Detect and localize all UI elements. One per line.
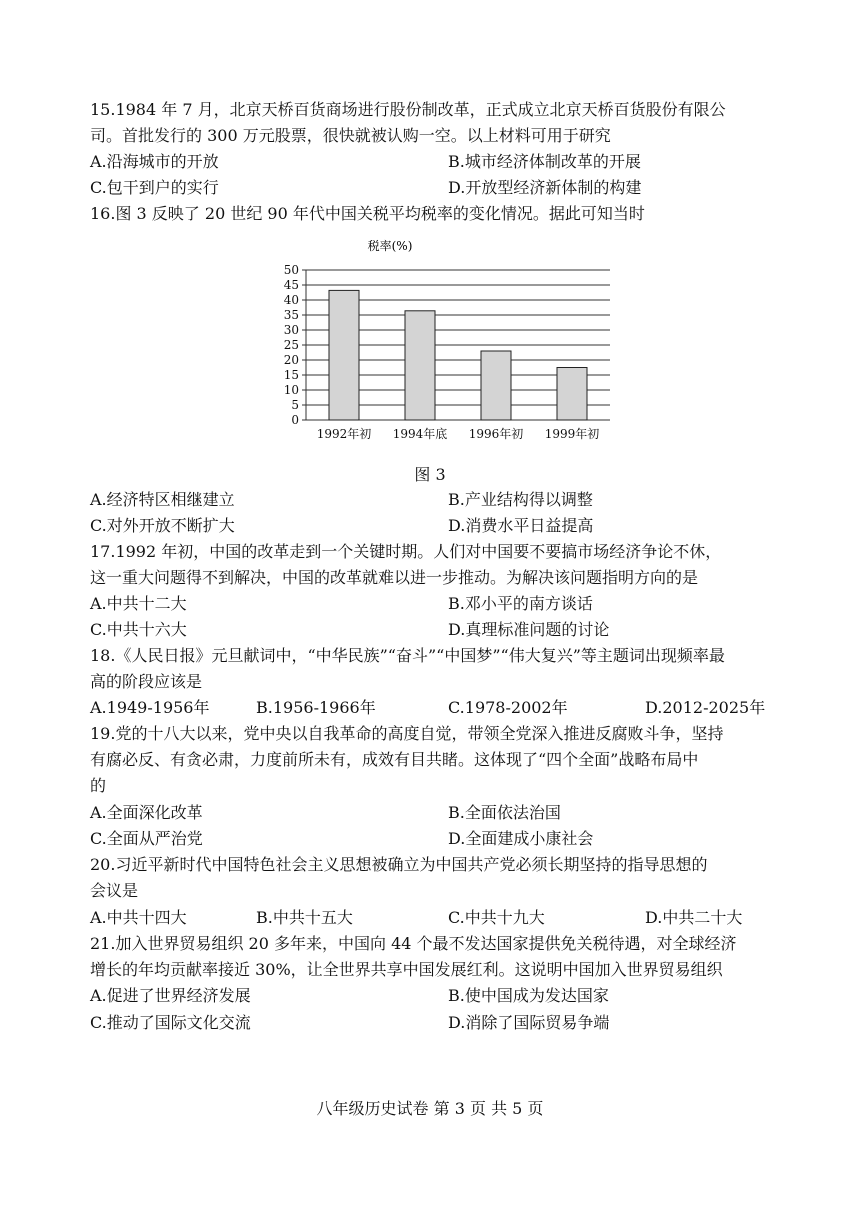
chart-y-tick-label: 5 bbox=[291, 398, 299, 412]
chart-y-tick-label: 10 bbox=[283, 383, 299, 397]
q21-option-a: A.促进了世界经济发展 bbox=[90, 986, 251, 1005]
q21-option-c: C.推动了国际文化交流 bbox=[90, 1013, 251, 1032]
chart-x-tick-label: 1996年初 bbox=[468, 427, 524, 441]
q20-stem-line-1: 20.习近平新时代中国特色社会主义思想被确立为中国共产党必须长期坚持的指导思想的 bbox=[90, 855, 708, 874]
q19-stem-line-2: 有腐必反、有贪必肃，力度前所未有，成效有目共睹。这体现了“四个全面”战略布局中 bbox=[90, 750, 699, 769]
q18-option-a: A.1949-1956年 bbox=[90, 698, 210, 717]
chart-x-tick-label: 1999年初 bbox=[544, 427, 600, 441]
q18-stem-line-1: 18.《人民日报》元旦献词中，“中华民族”“奋斗”“中国梦”“伟大复兴”等主题词出现频率最 bbox=[90, 646, 725, 665]
q15-stem-line-2: 司。首批发行的 300 万元股票，很快就被认购一空。以上材料可用于研究 bbox=[90, 126, 611, 145]
q18-option-b: B.1956-1966年 bbox=[256, 698, 376, 717]
q16-option-d: D.消费水平日益提高 bbox=[448, 516, 594, 535]
q19-option-a: A.全面深化改革 bbox=[90, 803, 203, 822]
q19-stem-line-1: 19.党的十八大以来，党中央以自我革命的高度自觉，带领全党深入推进反腐败斗争，坚持 bbox=[90, 724, 724, 743]
q20-option-d: D.中共二十大 bbox=[645, 908, 743, 927]
chart-bar bbox=[329, 290, 359, 420]
q19-stem-line-3: 的 bbox=[90, 776, 107, 795]
tariff-bar-chart bbox=[270, 232, 630, 447]
q18-stem-line-2: 高的阶段应该是 bbox=[90, 672, 203, 691]
chart-y-tick-label: 25 bbox=[283, 338, 299, 352]
chart-y-tick-label: 0 bbox=[291, 413, 299, 427]
q19-option-d: D.全面建成小康社会 bbox=[448, 829, 594, 848]
chart-y-tick-label: 50 bbox=[283, 263, 299, 277]
q16-option-b: B.产业结构得以调整 bbox=[448, 490, 593, 509]
chart-y-tick-label: 40 bbox=[283, 293, 299, 307]
q21-stem-line-2: 增长的年均贡献率接近 30%，让全世界共享中国发展红利。这说明中国加入世界贸易组织 bbox=[90, 960, 723, 979]
chart-y-axis-label: 税率(%) bbox=[367, 239, 413, 253]
q15-option-d: D.开放型经济新体制的构建 bbox=[448, 178, 642, 197]
chart-y-tick-label: 30 bbox=[283, 323, 299, 337]
q17-stem-line-2: 这一重大问题得不到解决，中国的改革就难以进一步推动。为解决该问题指明方向的是 bbox=[90, 568, 699, 587]
q21-option-b: B.使中国成为发达国家 bbox=[448, 986, 609, 1005]
q17-option-d: D.真理标准问题的讨论 bbox=[448, 620, 610, 639]
figure-caption: 图 3 bbox=[414, 465, 446, 484]
q17-stem-line-1: 17.1992 年初，中国的改革走到一个关键时期。人们对中国要不要搞市场经济争论不休， bbox=[90, 542, 722, 561]
q20-option-a: A.中共十四大 bbox=[90, 908, 187, 927]
chart-bar bbox=[405, 311, 435, 420]
chart-x-tick-label: 1992年初 bbox=[316, 427, 372, 441]
chart-x-tick-label: 1994年底 bbox=[392, 427, 448, 441]
q15-stem-line-1: 15.1984 年 7 月，北京天桥百货商场进行股份制改革，正式成立北京天桥百货股份有限公 bbox=[90, 100, 726, 119]
chart-y-tick-label: 45 bbox=[283, 278, 299, 292]
q20-stem-line-2: 会议是 bbox=[90, 881, 139, 900]
q17-option-b: B.邓小平的南方谈话 bbox=[448, 594, 593, 613]
q18-option-c: C.1978-2002年 bbox=[448, 698, 568, 717]
q16-option-c: C.对外开放不断扩大 bbox=[90, 516, 235, 535]
q19-option-b: B.全面依法治国 bbox=[448, 803, 561, 822]
q20-option-c: C.中共十九大 bbox=[448, 908, 545, 927]
q17-option-a: A.中共十二大 bbox=[90, 594, 187, 613]
q15-option-a: A.沿海城市的开放 bbox=[90, 152, 219, 171]
chart-bar bbox=[557, 368, 587, 421]
page-footer: 八年级历史试卷 第 3 页 共 5 页 bbox=[316, 1099, 544, 1118]
q16-option-a: A.经济特区相继建立 bbox=[90, 490, 235, 509]
chart-bar bbox=[481, 351, 511, 420]
chart-y-tick-label: 15 bbox=[283, 368, 299, 382]
q17-option-c: C.中共十六大 bbox=[90, 620, 187, 639]
chart-y-tick-label: 20 bbox=[283, 353, 299, 367]
q21-option-d: D.消除了国际贸易争端 bbox=[448, 1013, 610, 1032]
q18-option-d: D.2012-2025年 bbox=[645, 698, 766, 717]
q16-stem-line-1: 16.图 3 反映了 20 世纪 90 年代中国关税平均税率的变化情况。据此可知当时 bbox=[90, 204, 645, 223]
q21-stem-line-1: 21.加入世界贸易组织 20 多年来，中国向 44 个最不发达国家提供免关税待遇，对全球经济 bbox=[90, 934, 737, 953]
q19-option-c: C.全面从严治党 bbox=[90, 829, 203, 848]
q15-option-b: B.城市经济体制改革的开展 bbox=[448, 152, 641, 171]
q20-option-b: B.中共十五大 bbox=[256, 908, 353, 927]
chart-y-tick-label: 35 bbox=[283, 308, 299, 322]
q15-option-c: C.包干到户的实行 bbox=[90, 178, 219, 197]
